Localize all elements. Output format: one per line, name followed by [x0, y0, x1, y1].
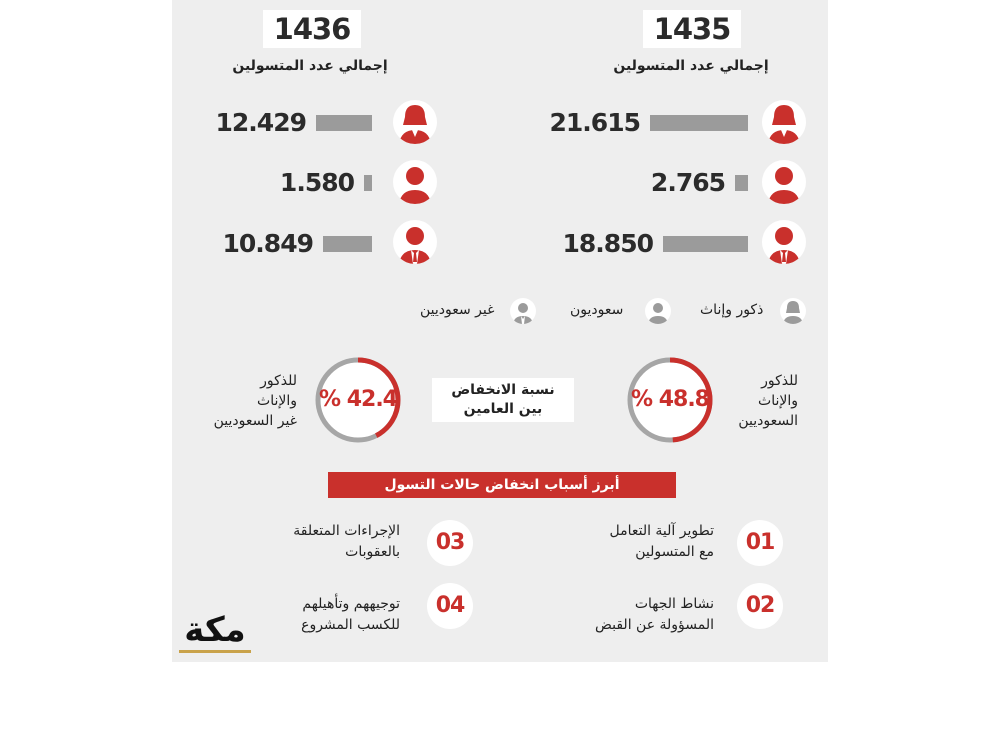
reason-number-04: 04: [427, 583, 473, 629]
value-label-1436-non-saudi: 10.849: [222, 229, 313, 258]
bar-1436-all: [316, 115, 372, 131]
non-saudi-label-line1: للذكور: [260, 373, 297, 389]
reason-number-01: 01: [737, 520, 783, 566]
reason-text-01: [544, 521, 714, 563]
suited-man-legend-icon: [510, 298, 536, 324]
reason-01-line1: تطوير آلية التعامل: [609, 523, 714, 539]
year-1435-label: 1435: [643, 10, 741, 48]
year-1436-label: 1436: [263, 10, 361, 48]
value-label-1436-saudi: 1.580: [279, 168, 354, 197]
saudi-label-line3: السعوديين: [738, 413, 798, 429]
bar-1436-saudi: [364, 175, 372, 191]
non-saudi-decline-value: % 42.4: [319, 387, 397, 412]
total-label-1436: إجمالي عدد المتسولين: [232, 58, 388, 74]
reason-text-02: [544, 594, 714, 636]
male-avatar-icon: [762, 160, 806, 204]
bar-1435-all: [650, 115, 748, 131]
value-label-1435-all: 21.615: [549, 108, 640, 137]
makkah-logo: [173, 610, 257, 660]
reason-03-line2: بالعقوبات: [345, 544, 400, 560]
logo-underline: [179, 650, 251, 653]
saudi-label-line1: للذكور: [761, 373, 798, 389]
legend-saudi: سعوديون: [570, 302, 624, 318]
bar-1435-saudi: [735, 175, 748, 191]
decline-title-line2: بين العامين: [463, 401, 543, 417]
non-saudi-decline-label: [195, 371, 297, 431]
decline-title: [432, 378, 574, 422]
bar-1436-non-saudi: [323, 236, 372, 252]
reason-02-line1: نشاط الجهات: [634, 596, 714, 612]
female-avatar-icon: [393, 100, 437, 144]
reason-04-line1: توجيههم وتأهيلهم: [302, 596, 400, 612]
female-avatar-icon: [762, 100, 806, 144]
reason-number-02: 02: [737, 583, 783, 629]
suited-man-avatar-icon: [393, 220, 437, 264]
female-legend-icon: [780, 298, 806, 324]
male-legend-icon: [645, 298, 671, 324]
value-label-1436-all: 12.429: [215, 108, 306, 137]
suited-man-avatar-icon: [762, 220, 806, 264]
value-label-1435-non-saudi: 18.850: [562, 229, 653, 258]
saudi-label-line2: والإناث: [758, 393, 798, 409]
decline-title-line1: نسبة الانخفاض: [451, 382, 555, 398]
bar-1435-non-saudi: [663, 236, 748, 252]
non-saudi-label-line2: والإناث: [257, 393, 297, 409]
total-label-1435: إجمالي عدد المتسولين: [613, 58, 769, 74]
reason-03-line1: الإجراءات المتعلقة: [293, 523, 400, 539]
male-avatar-icon: [393, 160, 437, 204]
non-saudi-decline-ring: [313, 355, 403, 445]
reason-02-line2: المسؤولة عن القبض: [594, 617, 714, 633]
reason-01-line2: مع المتسولين: [635, 544, 714, 560]
saudi-decline-value: % 48.8: [631, 387, 709, 412]
legend-non-saudi: غير سعوديين: [420, 302, 495, 318]
non-saudi-label-line3: غير السعوديين: [213, 413, 297, 429]
reason-04-line2: للكسب المشروع: [301, 617, 400, 633]
saudi-decline-label: [722, 371, 798, 431]
logo-text: مكة: [184, 610, 246, 650]
reasons-title: أبرز أسباب انخفاض حالات التسول: [328, 472, 676, 498]
saudi-decline-ring: [625, 355, 715, 445]
legend-all: ذكور وإناث: [700, 302, 764, 318]
value-label-1435-saudi: 2.765: [650, 168, 725, 197]
reason-number-03: 03: [427, 520, 473, 566]
reason-text-03: [230, 521, 400, 563]
